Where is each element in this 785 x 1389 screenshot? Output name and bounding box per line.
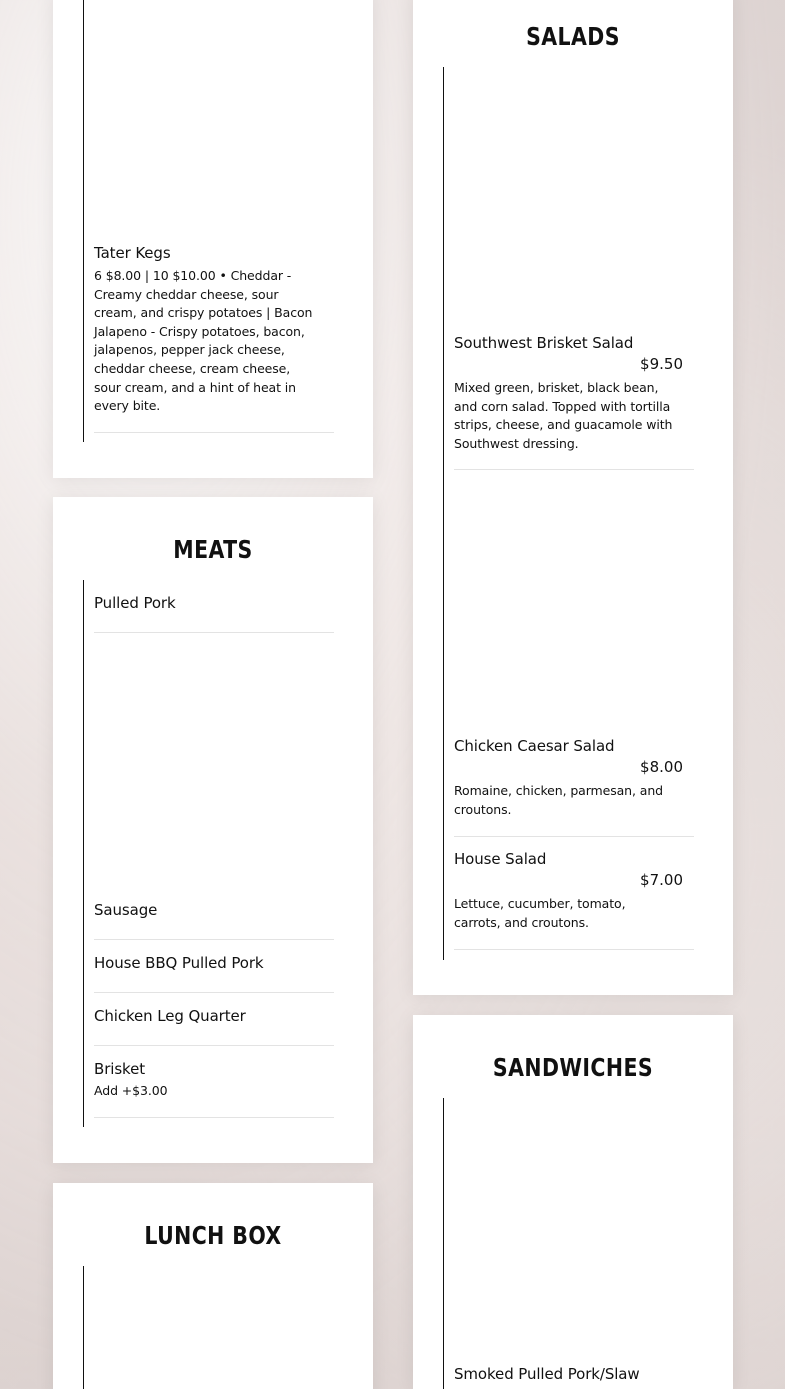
menu-item-sausage[interactable] (94, 901, 334, 919)
item-name: Brisket (94, 1060, 146, 1078)
item-name: Tater Kegs (94, 244, 171, 262)
item-separator (454, 469, 694, 470)
menu-item-tater-kegs[interactable] (94, 244, 334, 416)
item-price: $7.00 (640, 871, 683, 889)
menu-item-pulled-pork[interactable] (94, 594, 334, 612)
item-name: House BBQ Pulled Pork (94, 954, 264, 972)
item-separator (94, 1045, 334, 1046)
item-separator (94, 939, 334, 940)
item-description: Mixed green, brisket, black bean, and corn salad. Topped with tortilla strips, cheese, and guacamole with Southwest dressing. (454, 380, 673, 451)
item-name: Southwest Brisket Salad (454, 334, 634, 352)
item-separator (454, 836, 694, 837)
meats-card (53, 497, 373, 1163)
section-title: LUNCH BOX (144, 1221, 282, 1250)
menu-item-house-bbq-pulled-pork[interactable] (94, 954, 334, 972)
item-name: Chicken Caesar Salad (454, 737, 615, 755)
item-name: Pulled Pork (94, 594, 176, 612)
menu-item-chicken-caesar-salad[interactable] (454, 737, 694, 819)
item-price: $8.00 (640, 758, 683, 776)
item-separator (454, 949, 694, 950)
item-description: Lettuce, cucumber, tomato, carrots, and croutons. (454, 896, 626, 930)
section-rule (83, 1266, 84, 1389)
section-rule (443, 1098, 444, 1389)
item-price: $9.50 (640, 355, 683, 373)
item-separator (94, 992, 334, 993)
appetizers-card (53, 0, 373, 478)
section-rule (443, 67, 444, 960)
section-title: SANDWICHES (492, 1053, 654, 1082)
menu-item-brisket[interactable] (94, 1060, 334, 1101)
item-separator (94, 1117, 334, 1118)
item-separator (94, 632, 334, 633)
section-rule (83, 580, 84, 1127)
section-rule (83, 0, 84, 442)
menu-item-house-salad[interactable] (454, 850, 694, 932)
sandwiches-card (413, 1015, 733, 1389)
section-title: MEATS (173, 535, 253, 564)
salads-card (413, 0, 733, 995)
item-name: Chicken Leg Quarter (94, 1007, 246, 1025)
section-title: SALADS (526, 22, 620, 51)
menu-item-smoked-pulled-pork-slaw[interactable] (454, 1365, 694, 1383)
item-name: House Salad (454, 850, 547, 868)
item-description: Romaine, chicken, parmesan, and croutons. (454, 783, 663, 817)
item-separator (94, 432, 334, 433)
item-name: Smoked Pulled Pork/Slaw (454, 1365, 640, 1383)
lunch-box-card (53, 1183, 373, 1389)
menu-item-southwest-brisket-salad[interactable] (454, 334, 694, 453)
item-name: Sausage (94, 901, 158, 919)
menu-item-chicken-leg-quarter[interactable] (94, 1007, 334, 1025)
item-description: Add +$3.00 (94, 1083, 168, 1098)
item-description: 6 $8.00 | 10 $10.00 • Cheddar - Creamy cheddar cheese, sour cream, and crispy potatoes | Bacon Jalapeno - Crispy potatoes, bacon, jalapenos, pepper jack cheese, cheddar cheese, cream cheese, sour cream, and a hint of heat in every bite. (94, 268, 313, 414)
